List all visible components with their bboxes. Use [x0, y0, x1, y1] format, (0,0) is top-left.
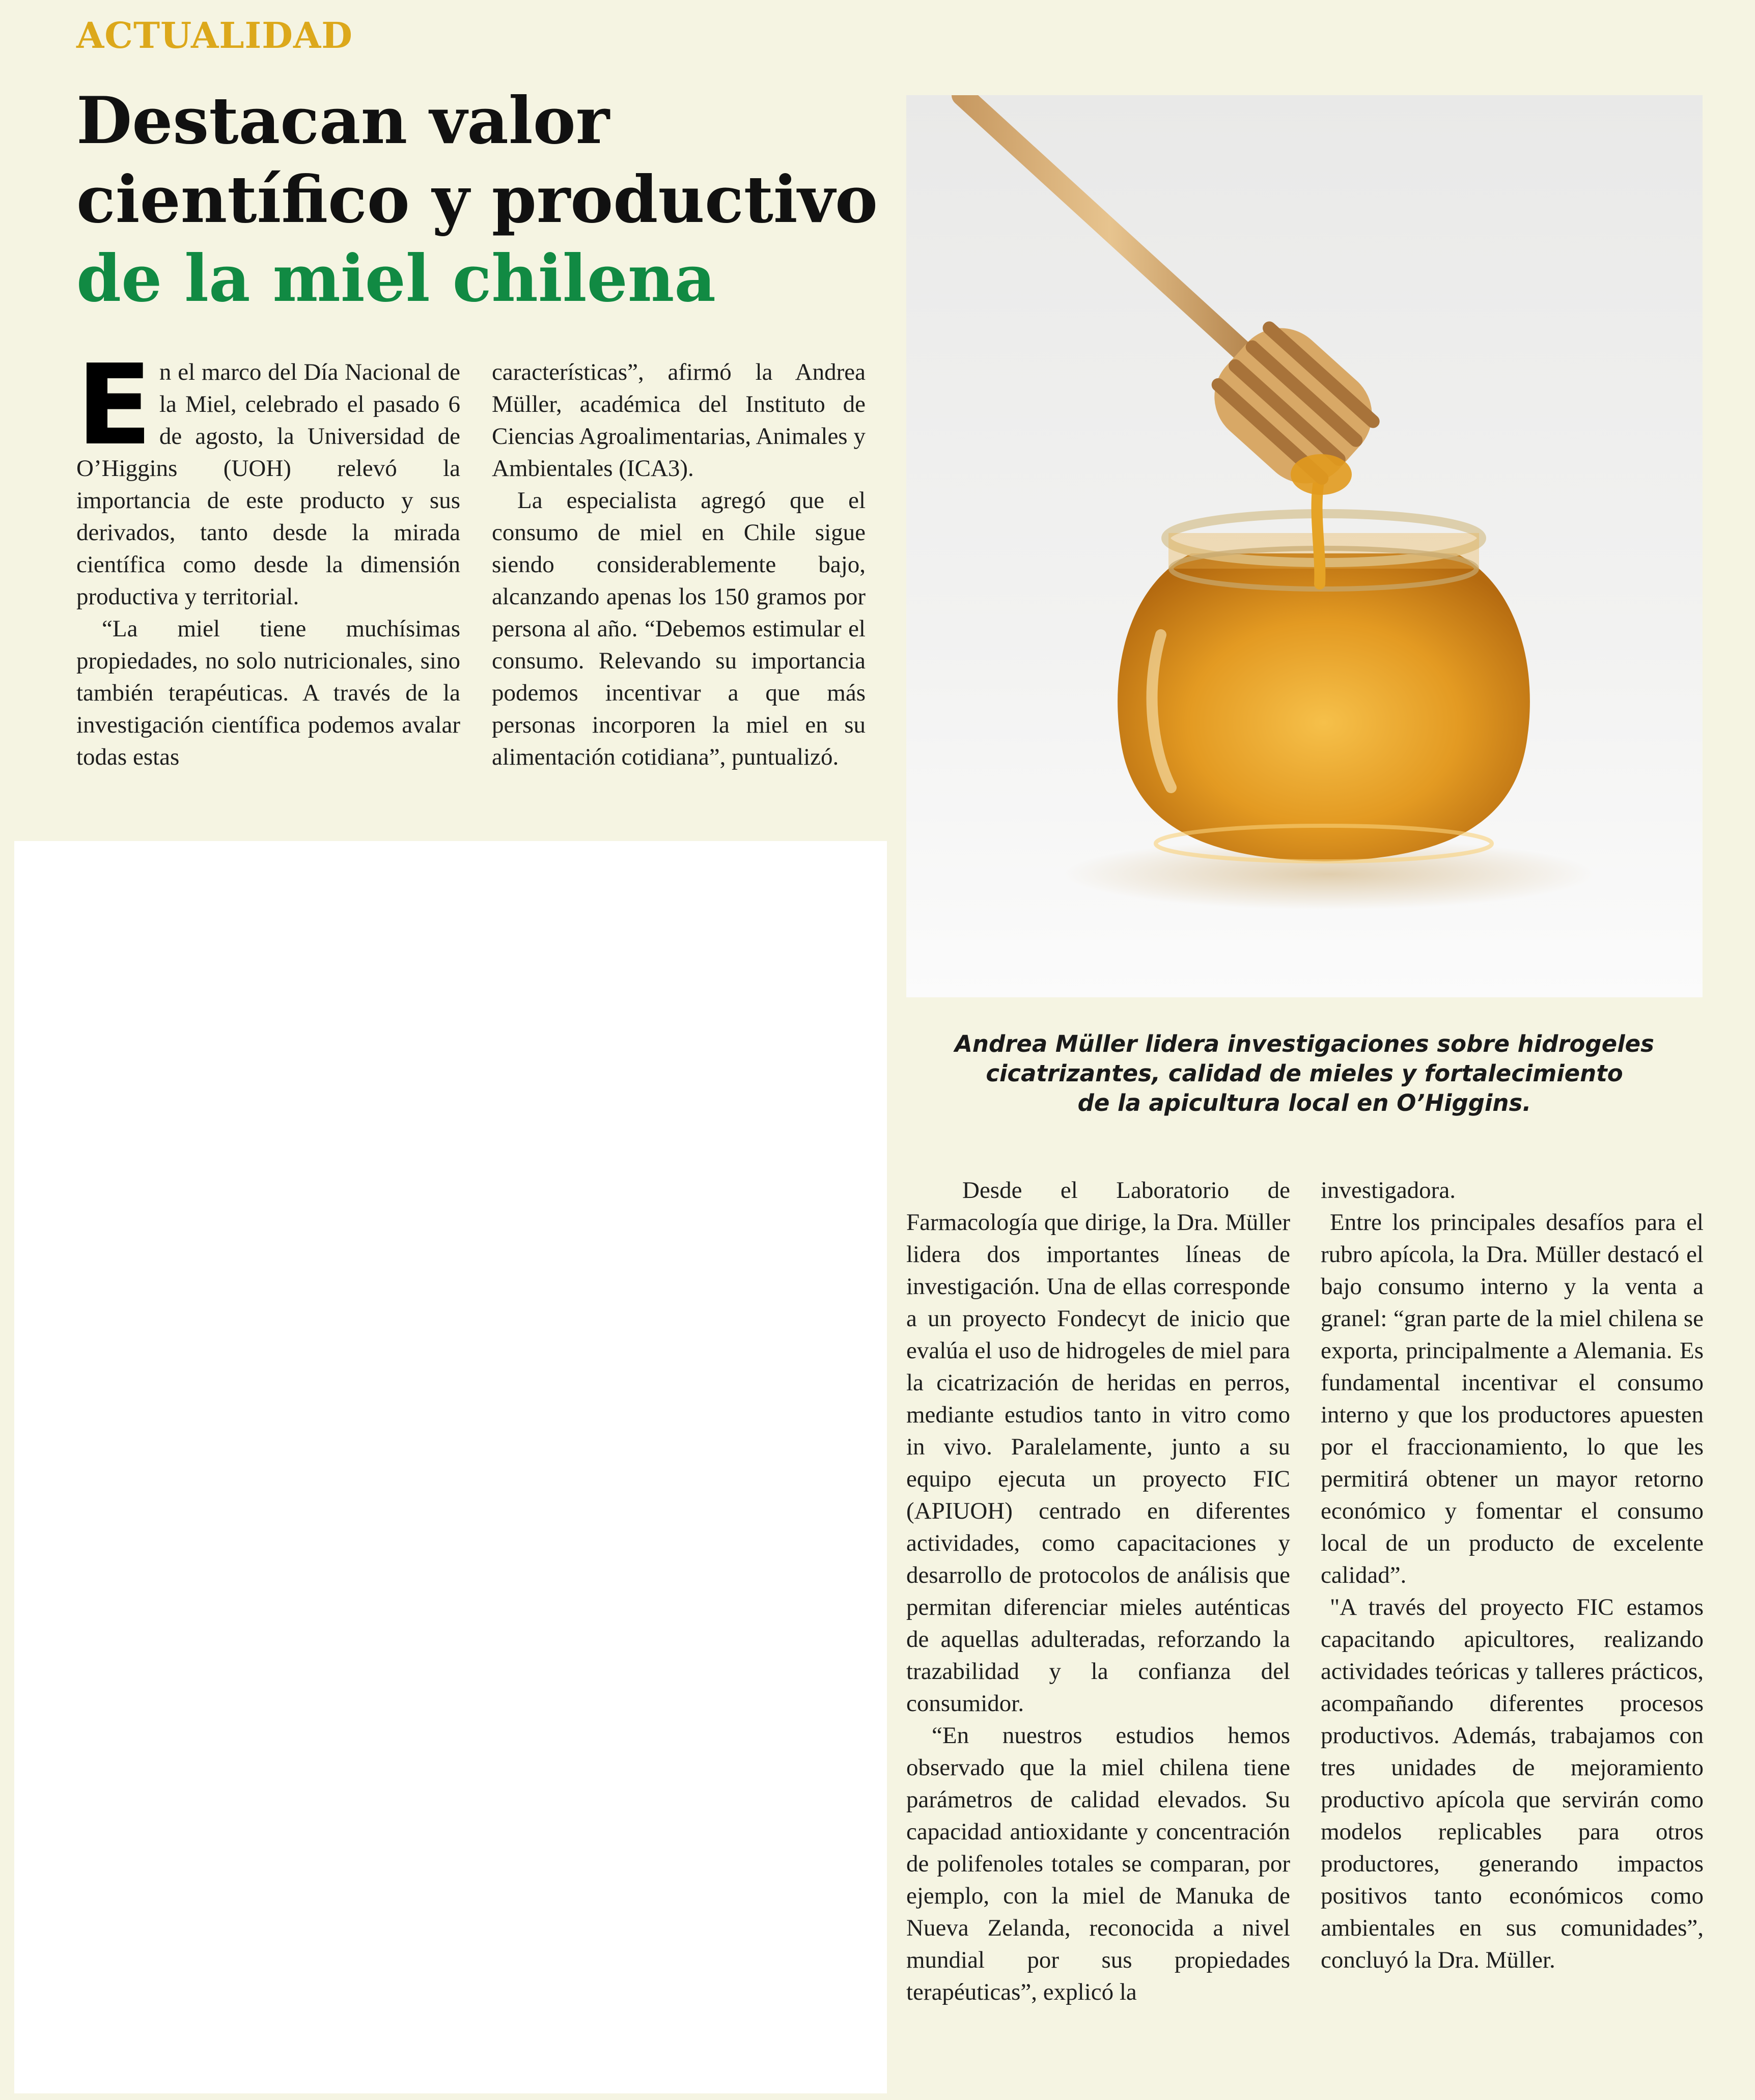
headline-line-3: de la miel chilena — [76, 241, 716, 316]
caption-line-1: Andrea Müller lidera investigaciones sobre hidrogeles — [955, 1030, 1654, 1057]
headline-line-1: Destacan valor — [76, 83, 610, 158]
article-paragraph: “En nuestros estudios hemos observado que la miel chilena tiene parámetros de calidad elevados. Su capacidad antioxidante y concentración de polifenoles totales se comparan, por ejemplo, con la miel de Manuka de Nueva Zelanda, reconocida a nivel mundial por sus propiedades terapéuticas”, explicó la — [906, 1722, 1290, 2005]
drop-cap: E — [76, 341, 152, 470]
caption-line-3: de la apicultura local en O’Higgins. — [1077, 1089, 1531, 1116]
headline — [76, 81, 911, 318]
article-paragraph: características”, afirmó la Andrea Müller, académica del Instituto de Ciencias Agroalimentarias, Animales y Ambientales (ICA3). — [492, 359, 866, 482]
article-column-2 — [492, 356, 866, 773]
article-paragraph: investigadora. — [1321, 1177, 1456, 1203]
article-paragraph: Entre los principales desafíos para el rubro apícola, la Dra. Müller destacó el bajo consumo interno y la venta a granel: “gran parte de la miel chilena se exporta, principalmente a Alemania. Es fundamental incentivar el consumo interno y que los productores apuesten por el fraccionamiento, lo que les permitirá obtener un mayor retorno económico y fomentar el consumo local de un producto de excelente calidad”. — [1321, 1209, 1704, 1588]
honey-jar-photo — [906, 95, 1703, 997]
article-paragraph: "A través del proyecto FIC estamos capacitando apicultores, realizando actividades teóricas y talleres prácticos, acompañando diferentes procesos productivos. Además, trabajamos con tres unidades de mejoramiento productivo apícola que servirán como modelos replicables para otros productores, generando impactos positivos tanto económicos como ambientales en sus comunidades”, concluyó la Dra. Müller. — [1321, 1594, 1704, 1973]
photo-caption — [906, 1029, 1703, 1118]
article-column-3 — [906, 1174, 1290, 2008]
blank-ad-space — [14, 841, 887, 2093]
article-paragraph: n el marco del Día Nacional de la Miel, celebrado el pasado 6 de agosto, la Universidad de O’Higgins (UOH) relevó la importancia de este producto y sus derivados, tanto desde la mirada científica como desde la dimensión productiva y territorial. — [76, 359, 460, 610]
article-paragraph: La especialista agregó que el consumo de miel en Chile sigue siendo considerablemente bajo, alcanzando apenas los 150 gramos por persona al año. “Debemos estimular el consumo. Relevando su importancia podemos incentivar a que más personas incorporen la miel en su alimentación cotidiana”, puntualizó. — [492, 487, 866, 770]
article-column-1 — [76, 341, 460, 773]
section-label: ACTUALIDAD — [76, 14, 353, 57]
caption-line-2: cicatrizantes, calidad de mieles y fortalecimiento — [986, 1060, 1623, 1087]
headline-line-2: científico y productivo — [76, 162, 878, 237]
article-column-4 — [1321, 1174, 1704, 1976]
article-paragraph: “La miel tiene muchísimas propiedades, no solo nutricionales, sino también terapéuticas. A través de la investigación científica podemos avalar todas estas — [76, 615, 460, 770]
article-paragraph: Desde el Laboratorio de Farmacología que dirige, la Dra. Müller lidera dos importantes líneas de investigación. Una de ellas corresponde a un proyecto Fondecyt de inicio que evalúa el uso de hidrogeles de miel para la cicatrización de heridas en perros, mediante estudios tanto in vitro como in vivo. Paralelamente, junto a su equipo ejecuta un proyecto FIC (APIUOH) centrado en diferentes actividades, como capacitaciones y desarrollo de protocolos de análisis que permitan diferenciar mieles auténticas de aquellas adulteradas, reforzando la trazabilidad y la confianza del consumidor. — [906, 1177, 1290, 1717]
honey-jar-with-dipper-icon — [906, 95, 1703, 997]
